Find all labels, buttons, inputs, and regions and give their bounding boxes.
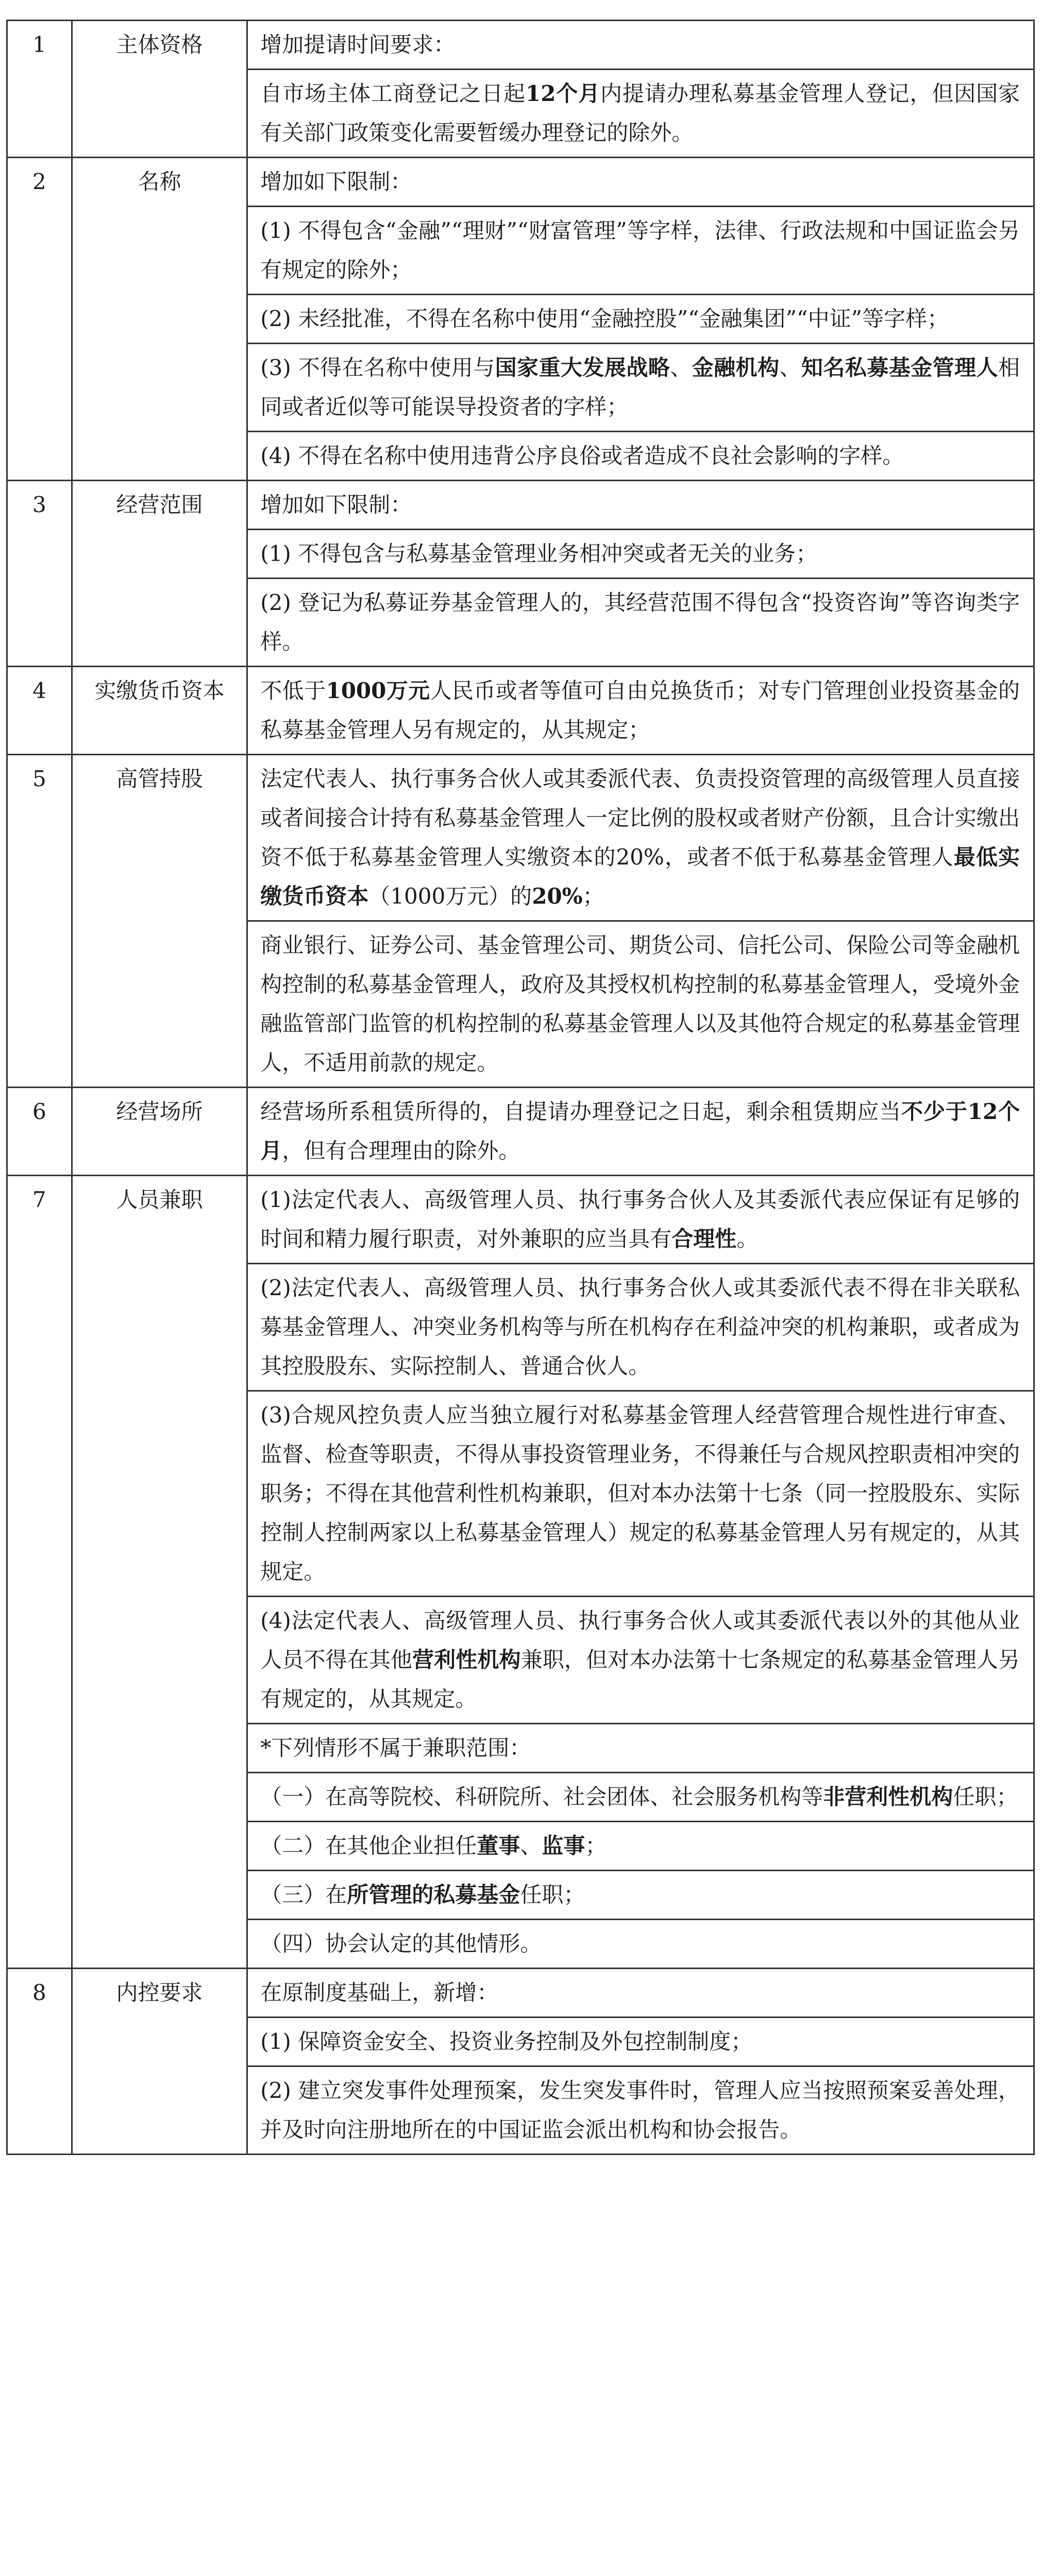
paragraph-text: 在原制度基础上，新增： — [260, 1980, 499, 2005]
paragraph-text: (4)法定代表人、高级管理人员、执行事务合伙人或其委派代表以外的其他从业人员不得在其他 — [260, 1608, 1020, 1672]
requirement-paragraph — [247, 579, 1034, 667]
paragraph-text: （1000万元）的 — [368, 884, 532, 909]
requirement-paragraph — [247, 667, 1034, 755]
paragraph-text: (3) 不得在名称中使用与 — [260, 355, 495, 380]
paragraph-text: （四）协会认定的其他情形。 — [260, 1931, 542, 1956]
requirement-paragraph — [247, 21, 1034, 70]
paragraph-text: 。 — [736, 1226, 759, 1251]
paragraph-text: ，但有合理理由的除外。 — [282, 1138, 520, 1163]
paragraph-text: (2) 建立突发事件处理预案，发生突发事件时，管理人应当按照预案妥善处理，并及时向注册地所在的中国证监会派出机构和协会报告。 — [260, 2078, 1020, 2142]
emphasis-text: 金融机构 — [692, 355, 780, 380]
requirement-paragraph — [247, 530, 1034, 579]
requirement-paragraph — [247, 2018, 1034, 2066]
requirement-paragraph — [247, 1920, 1034, 1969]
paragraph-text: 增加如下限制： — [260, 492, 412, 517]
table-row — [7, 755, 1034, 921]
paragraph-text: (4) 不得在名称中使用违背公序良俗或者造成不良社会影响的字样。 — [260, 443, 904, 468]
requirements-table — [6, 20, 1035, 2155]
paragraph-text: 增加如下限制： — [260, 169, 412, 194]
paragraph-text: 、 — [779, 355, 801, 380]
emphasis-text: 董事 — [477, 1833, 520, 1858]
paragraph-text: 相同或者近似等可能误导投资者的字样； — [260, 355, 1020, 419]
requirement-paragraph — [247, 1176, 1034, 1264]
row-number: 8 — [7, 1969, 72, 2155]
paragraph-text: 、 — [670, 355, 692, 380]
emphasis-text: 监事 — [542, 1833, 585, 1858]
paragraph-text: *下列情形不属于兼职范围： — [260, 1735, 531, 1760]
requirement-paragraph — [247, 481, 1034, 530]
requirement-name: 实缴货币资本 — [72, 667, 247, 755]
paragraph-text: ； — [582, 884, 604, 909]
paragraph-text: 经营场所系租赁所得的，自提请办理登记之日起，剩余租赁期应当 — [260, 1099, 901, 1124]
requirement-paragraph — [247, 344, 1034, 432]
row-number: 1 — [7, 21, 72, 158]
paragraph-text: (1) 不得包含与私募基金管理业务相冲突或者无关的业务； — [260, 541, 818, 566]
paragraph-text: (2) 登记为私募证券基金管理人的，其经营范围不得包含“投资咨询”等咨询类字样。 — [260, 590, 1020, 654]
requirement-name: 人员兼职 — [72, 1176, 247, 1969]
emphasis-text: 不少于12个月 — [260, 1099, 1020, 1163]
emphasis-text: 所管理的私募基金 — [347, 1882, 520, 1907]
requirement-paragraph — [247, 207, 1034, 295]
requirement-paragraph — [247, 921, 1034, 1088]
paragraph-text: 内提请办理私募基金管理人登记，但因国家有关部门政策变化需要暂缓办理登记的除外。 — [260, 81, 1020, 145]
paragraph-text: 法定代表人、执行事务合伙人或其委派代表、负责投资管理的高级管理人员直接或者间接合计持有私募基金管理人一定比例的股权或者财产份额，且合计实缴出资不低于私募基金管理人实缴资本的20%，或者不低于私募基金管理人 — [260, 766, 1020, 870]
table-row — [7, 1088, 1034, 1176]
emphasis-text: 20% — [532, 884, 583, 909]
emphasis-text: 国家重大发展战略 — [495, 355, 670, 380]
requirements-document — [6, 20, 1035, 2155]
requirement-paragraph — [247, 1391, 1034, 1597]
paragraph-text: 不低于 — [260, 678, 326, 703]
emphasis-text: 1000万元 — [326, 678, 430, 703]
paragraph-text: ； — [585, 1833, 607, 1858]
paragraph-text: (1) 不得包含“金融”“理财”“财富管理”等字样，法律、行政法规和中国证监会另有规定的除外； — [260, 218, 1020, 282]
requirement-paragraph — [247, 1773, 1034, 1822]
table-row — [7, 158, 1034, 207]
requirement-paragraph — [247, 1264, 1034, 1391]
paragraph-text: （三）在 — [260, 1882, 347, 1907]
paragraph-text: (2) 未经批准，不得在名称中使用“金融控股”“金融集团”“中证”等字样； — [260, 306, 949, 331]
requirement-paragraph — [247, 1724, 1034, 1773]
paragraph-text: 自市场主体工商登记之日起 — [260, 81, 526, 106]
table-row — [7, 1969, 1034, 2018]
requirement-paragraph — [247, 432, 1034, 481]
requirement-paragraph — [247, 1597, 1034, 1724]
paragraph-text: 任职； — [520, 1882, 585, 1907]
paragraph-text: (2)法定代表人、高级管理人员、执行事务合伙人或其委派代表不得在非关联私募基金管理人、冲突业务机构等与所在机构存在利益冲突的机构兼职，或者成为其控股股东、实际控制人、普通合伙人。 — [260, 1275, 1020, 1379]
paragraph-text: (3)合规风控负责人应当独立履行对私募基金管理人经营管理合规性进行审查、监督、检查等职责，不得从事投资管理业务，不得兼任与合规风控职责相冲突的职务；不得在其他营利性机构兼职，但对本办法第十七条（同一控股股东、实际控制人控制两家以上私募基金管理人）规定的私募基金管理人另有规定的，从其规定。 — [260, 1402, 1020, 1584]
paragraph-text: 人民币或者等值可自由兑换货币；对专门管理创业投资基金的私募基金管理人另有规定的，从其规定； — [260, 678, 1020, 742]
requirement-paragraph — [247, 70, 1034, 158]
requirement-paragraph — [247, 158, 1034, 207]
requirement-paragraph — [247, 295, 1034, 344]
row-number: 7 — [7, 1176, 72, 1969]
requirement-paragraph — [247, 2066, 1034, 2155]
paragraph-text: 增加提请时间要求： — [260, 32, 456, 57]
requirements-table-body — [7, 21, 1034, 2155]
table-row — [7, 21, 1034, 70]
table-row — [7, 1176, 1034, 1264]
requirement-name: 高管持股 — [72, 755, 247, 1088]
requirement-paragraph — [247, 1822, 1034, 1871]
emphasis-text: 知名私募基金管理人 — [801, 355, 998, 380]
row-number: 4 — [7, 667, 72, 755]
requirement-name: 经营范围 — [72, 481, 247, 667]
paragraph-text: （二）在其他企业担任 — [260, 1833, 477, 1858]
requirement-paragraph — [247, 1871, 1034, 1920]
paragraph-text: (1)法定代表人、高级管理人员、执行事务合伙人及其委派代表应保证有足够的时间和精力履行职责，对外兼职的应当具有 — [260, 1187, 1020, 1251]
requirement-name: 经营场所 — [72, 1088, 247, 1176]
row-number: 5 — [7, 755, 72, 1088]
paragraph-text: 、 — [520, 1833, 542, 1858]
row-number: 3 — [7, 481, 72, 667]
paragraph-text: 任职； — [953, 1784, 1018, 1809]
paragraph-text: 商业银行、证券公司、基金管理公司、期货公司、信托公司、保险公司等金融机构控制的私募基金管理人，政府及其授权机构控制的私募基金管理人，受境外金融监管部门监管的机构控制的私募基金管理人以及其他符合规定的私募基金管理人，不适用前款的规定。 — [260, 933, 1020, 1075]
requirement-paragraph — [247, 1088, 1034, 1176]
emphasis-text: 非营利性机构 — [823, 1784, 953, 1809]
row-number: 2 — [7, 158, 72, 481]
requirement-paragraph — [247, 1969, 1034, 2018]
requirement-name: 主体资格 — [72, 21, 247, 158]
emphasis-text: 最低实缴货币资本 — [260, 844, 1020, 909]
paragraph-text: （一）在高等院校、科研院所、社会团体、社会服务机构等 — [260, 1784, 823, 1809]
paragraph-text: (1) 保障资金安全、投资业务控制及外包控制制度； — [260, 2029, 753, 2054]
table-row — [7, 667, 1034, 755]
paragraph-text: 兼职，但对本办法第十七条规定的私募基金管理人另有规定的，从其规定。 — [260, 1647, 1020, 1711]
requirement-paragraph — [247, 755, 1034, 921]
requirement-name: 内控要求 — [72, 1969, 247, 2155]
emphasis-text: 12个月 — [525, 81, 601, 106]
table-row — [7, 481, 1034, 530]
requirement-name: 名称 — [72, 158, 247, 481]
emphasis-text: 合理性 — [671, 1226, 737, 1251]
row-number: 6 — [7, 1088, 72, 1176]
emphasis-text: 营利性机构 — [412, 1647, 521, 1672]
